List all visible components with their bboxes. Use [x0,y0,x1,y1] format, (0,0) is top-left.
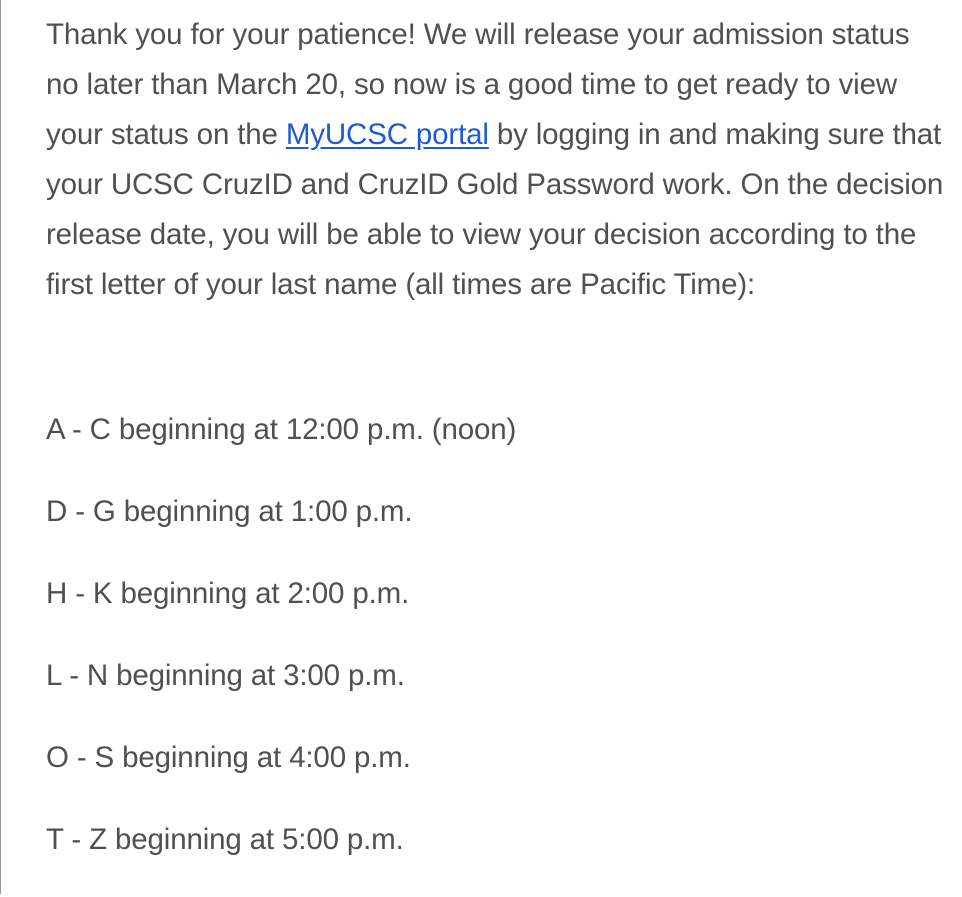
schedule-item-h-k: H - K beginning at 2:00 p.m. [46,577,410,610]
schedule-item-t-z: T - Z beginning at 5:00 p.m. [46,823,404,856]
email-content [46,10,946,856]
schedule-item-o-s: O - S beginning at 4:00 p.m. [46,741,411,774]
schedule-item-a-c: A - C beginning at 12:00 p.m. (noon) [46,413,517,446]
intro-text-after-link: by logging in and making sure that your UCSC CruzID and CruzID Gold Password work. On the decision release date, you will be able to view your decision according to the first letter of your last name (all times are Pacific Time): [46,118,944,301]
intro-text-before-link: Thank you for your patience! We will release your admission status no later than March 20, so now is a good time to get ready to view your status on the [46,18,910,151]
schedule-item-l-n: L - N beginning at 3:00 p.m. [46,659,405,692]
intro-paragraph [46,10,946,310]
decision-release-schedule [46,405,516,897]
schedule-item-d-g: D - G beginning at 1:00 p.m. [46,495,413,528]
myucsc-portal-link[interactable]: MyUCSC portal [285,118,489,151]
